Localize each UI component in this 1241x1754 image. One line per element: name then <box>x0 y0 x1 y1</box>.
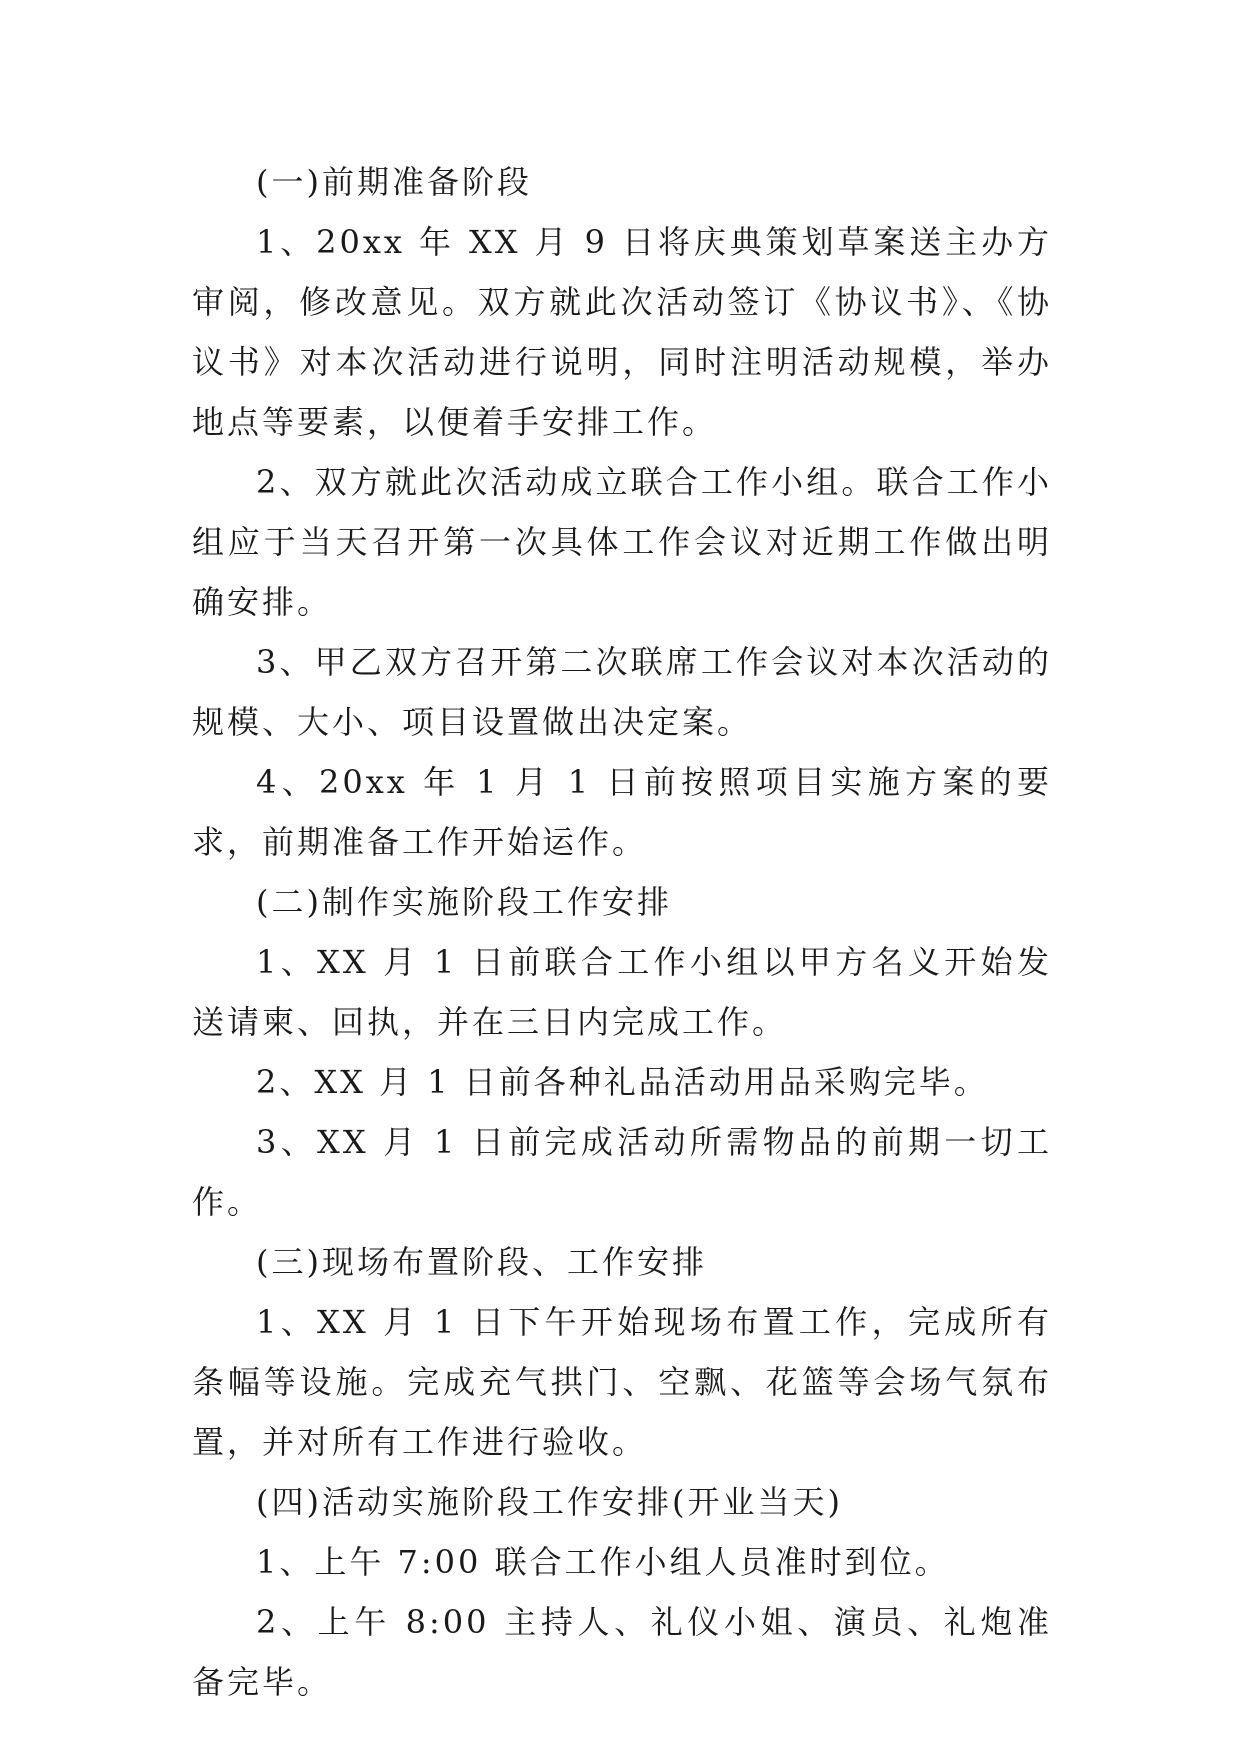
paragraph-event-day-item-1: 1、上午 7:00 联合工作小组人员准时到位。 <box>256 1543 950 1581</box>
section-heading-site-setup: (三)现场布置阶段、工作安排 <box>256 1243 707 1281</box>
paragraph-event-day-item-2: 2、上午 8:00 主持人、礼仪小姐、演员、礼炮准备完毕。 <box>192 1603 1052 1701</box>
paragraph-prep-item-4: 4、20xx 年 1 月 1 日前按照项目实施方案的要求，前期准备工作开始运作。 <box>192 763 1052 861</box>
section-heading-production: (二)制作实施阶段工作安排 <box>256 883 672 921</box>
paragraph-prep-item-2: 2、双方就此次活动成立联合工作小组。联合工作小组应于当天召开第一次具体工作会议对近期工作做出明确安排。 <box>192 463 1052 621</box>
section-heading-event-day: (四)活动实施阶段工作安排(开业当天) <box>256 1483 843 1521</box>
paragraph-prep-item-1: 1、20xx 年 XX 月 9 日将庆典策划草案送主办方审阅，修改意见。双方就此次活动签订《协议书》、《协议书》对本次活动进行说明，同时注明活动规模，举办地点等要素，以便着手安排工作。 <box>192 223 1052 441</box>
document-body <box>192 152 1052 1712</box>
paragraph-production-item-2: 2、XX 月 1 日前各种礼品活动用品采购完毕。 <box>256 1063 989 1101</box>
paragraph-production-item-1: 1、XX 月 1 日前联合工作小组以甲方名义开始发送请柬、回执，并在三日内完成工作。 <box>192 943 1052 1041</box>
paragraph-site-setup-item-1: 1、XX 月 1 日下午开始现场布置工作，完成所有条幅等设施。完成充气拱门、空飘、花篮等会场气氛布置，并对所有工作进行验收。 <box>192 1303 1052 1461</box>
section-heading-preparation: (一)前期准备阶段 <box>256 163 532 201</box>
paragraph-prep-item-3: 3、甲乙双方召开第二次联席工作会议对本次活动的规模、大小、项目设置做出决定案。 <box>192 643 1052 741</box>
paragraph-production-item-3: 3、XX 月 1 日前完成活动所需物品的前期一切工作。 <box>192 1123 1052 1221</box>
